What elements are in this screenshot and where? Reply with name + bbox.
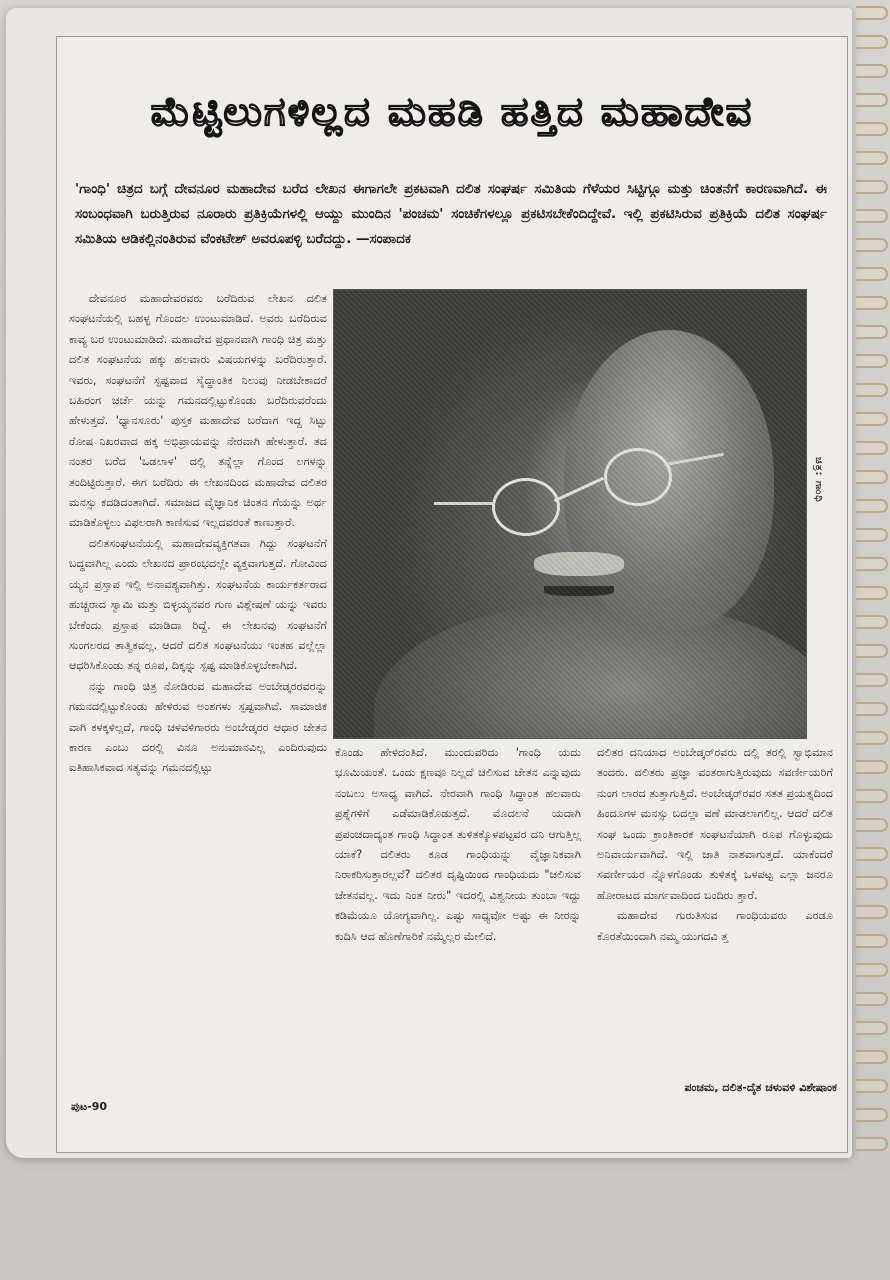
binding-ring (856, 760, 888, 774)
binding-ring (856, 6, 888, 20)
binding-ring (856, 354, 888, 368)
column-middle (335, 743, 581, 947)
page-number: ಪುಟ-90 (71, 1100, 108, 1113)
notebook-page (6, 8, 852, 1158)
binding-ring (856, 441, 888, 455)
binding-ring (856, 876, 888, 890)
binding-ring (856, 586, 888, 600)
binding-ring (856, 209, 888, 223)
binding-ring (856, 1137, 888, 1151)
column-middle-text: ಕೊಂಡು ಹೇಳಿದಂತಿದೆ. ಮುಂದುವರಿದು 'ಗಾಂಧಿ ಯದು ಭೂಮಿಯಂತೆ. ಒಂದು ಕ್ಷಣವೂ ನಿಲ್ಲದೆ ಚಲಿಸುವ ಚೇತನ ಎನ್ನುವುದು ನಂಬಲು ಅಸಾಧ್ಯ ವಾಗಿದೆ. ನೇರವಾಗಿ ಗಾಂಧಿ ಸಿದ್ಧಾಂತ ಹಲವಾರು ಪ್ರಶ್ನೆಗಳಿಗೆ ಎಡೆಮಾಡಿಕೊಡುತ್ತದೆ. ಮೊದಲನೆ ಯದಾಗಿ ಪ್ರಪಂಚದಾದ್ಯಂತ ಗಾಂಧಿ ಸಿದ್ಧಾಂತ ತುಳಿತಕ್ಕೊಳಪಟ್ಟವರ ದನಿ ಆಗುತ್ತಿಲ್ಲ ಯಾಕೆ? ದಲಿತರು ಕೂಡ ಗಾಂಧಿಯನ್ನು ವೈಜ್ಞಾನಿಕವಾಗಿ ನಿರಾಕರಿಸುತ್ತಾರಲ್ಲವೆ? ದಲಿತರ ದೃಷ್ಟಿಯಿಂದ ಗಾಂಧಿಯದು "ಚಲಿಸುವ ಚೇತನವಲ್ಲ. ಇದು ನಿಂತ ನೀರು" ಇದರಲ್ಲಿ ವಿಶ್ವನೀಯ ತುಂಬಾ ಇದ್ದು ಕಡಿಮೆಯೂ ಯೋಗ್ಯವಾಗಿಲ್ಲ. ಎಷ್ಟು ಸಾಧ್ಯವೋ ಅಷ್ಟು ಈ ನೀರನ್ನು ಕುದಿಸಿ ಆದ ಹೊಣೆಗಾರಿಕೆ ನಮ್ಮೆಲ್ಲರ ಮೇಲಿದೆ. (335, 746, 581, 943)
binding-ring (856, 412, 888, 426)
binding-ring (856, 818, 888, 832)
column-left-para-2: ದಲಿತಸಂಘಟನೆಯಲ್ಲಿ ಮಹಾದೇವವ್ಯಕ್ತಿಗತವಾ ಗಿದ್ದು ಸಂಘಟನೆಗೆ ಬದ್ಧವಾಗಿಲ್ಲ ಎಂದು ಲೇಖನದ ಪ್ರಾರಂಭದಲ್ಲೇ ವ್ಯಕ್ತವಾಗುತ್ತದೆ. ಗೋವಿಂದ ಯ್ಯನ ಪ್ರಸ್ತಾಪ ಇಲ್ಲಿ ಅನಾವಶ್ಯವಾಗಿತ್ತು. ಸಂಘಟನೆಯ ಕಾರ್ಯಕರ್ತರಾದ ಹುಚ್ಚರಾದ ಸ್ವಾಮಿ ಮತ್ತು ಬಿಳ್ಳಯ್ಯನವರ ಗುಣ ವಿಶ್ಲೇಷಣೆ ಯನ್ನು ಇವರು ಬೇಕೆಂದು ಪ್ರಸ್ತಾಪ ಮಾಡಿದಾ ರಿದ್ದೆ. ಈ ಲೇಖನವು ಸಂಘಟನೆಗೆ ಸುಂಗಲರದ ತಾತ್ವಿಕವಲ್ಲ. ಆದರೆ ದಲಿತ ಸಂಘಟನೆಯು ಇಂತಹ ವಲ್ಲೆಲ್ಲಾ ಆಧರಿಸಿಕೊಂಡು ತನ್ನ ರೂಪ, ದಿಕ್ಕನ್ನು ಸ್ಪಷ್ಟ ಮಾಡಿಕೊಳ್ಳಬೇಕಾಗಿದೆ. (69, 536, 327, 673)
binding-ring (856, 1079, 888, 1093)
binding-ring (856, 1108, 888, 1122)
spiral-binding (852, 0, 890, 1200)
binding-ring (856, 847, 888, 861)
article-intro (75, 177, 827, 252)
gandhi-portrait-photo (333, 289, 807, 739)
column-right (597, 743, 833, 947)
binding-ring (856, 470, 888, 484)
binding-ring (856, 151, 888, 165)
binding-ring (856, 934, 888, 948)
binding-ring (856, 325, 888, 339)
binding-ring (856, 731, 888, 745)
article-headline: ಮೆಟ್ಟಿಲುಗಳಿಲ್ಲದ ಮಹಡಿ ಹತ್ತಿದ ಮಹಾದೇವ (150, 89, 754, 135)
binding-ring (856, 557, 888, 571)
issue-footer: ಪಂಚಮ, ದಲಿತ-ದೈತ ಚಳುವಳಿ ವಿಶೇಷಾಂಕ (684, 1081, 837, 1094)
binding-ring (856, 35, 888, 49)
binding-ring (856, 673, 888, 687)
binding-ring (856, 615, 888, 629)
binding-ring (856, 992, 888, 1006)
column-right-para-2: ಮಹಾದೇವ ಗುರುತಿಸುವ ಗಾಂಧಿಯವರು ಎರಡೂ ಕೊರತೆಯಿಂದಾಗಿ ನಮ್ಮ ಯುಗದವಿ ತ್ತ (597, 909, 833, 943)
column-left (69, 289, 327, 779)
binding-ring (856, 180, 888, 194)
binding-ring (856, 93, 888, 107)
binding-ring (856, 702, 888, 716)
binding-ring (856, 267, 888, 281)
editor-signature: —ಸಂಪಾದಕ (356, 231, 411, 247)
binding-ring (856, 238, 888, 252)
column-right-para-1: ದಲಿತರ ದನಿಯಾದ ಅಂಬೇಡ್ಕರ್‌ರವರು ದಲ್ಲಿ ತರಲ್ಲಿ ಸ್ವಾಭಿಮಾನ ತಂದರು. ದಲಿತರು ಪ್ರಜ್ಞಾ ವಂತರಾಗುತ್ತಿರುವುದು ಸವರ್ಣೀಯರಿಗೆ ನುಂಗ ಲಾರದ ತುತ್ತಾಗುತ್ತಿದೆ. ಅಂಬೇಡ್ಕರ್‌ರವರ ಸತತ ಪ್ರಯತ್ನದಿಂದ ಹಿಂದೂಗಳ ಮನಸ್ಸು ಬದಲ್ಲಾ ವಣೆ ಮಾಡಲಾಗಲಿಲ್ಲ. ಆದರೆ ದಲಿತ ಸಂಘ ಒಂದು ಕ್ರಾಂತಿಕಾರಕ ಸಂಘಟನೆಯಾಗಿ ರೂಪ ಗೊಳ್ಳುವುದು ಅನಿವಾರ್ಯವಾಗಿದೆ. ಇಲ್ಲಿ ಜಾತಿ ನಾಶವಾಗುತ್ತದೆ. ಯಾಕೆಂದರೆ ಸವರ್ಣೀಯರ ನ್ನೊಳಗೊಂಡು ತುಳಿತಕ್ಕೆ ಒಳಪಟ್ಟ ಎಲ್ಲಾ ಜನರೂ ಹೋರಾಟದ ಮಾರ್ಗವಾದಿಂದ ಬಂದಿರು ತ್ತಾರೆ. (597, 746, 833, 902)
column-left-para-1: ದೇವನೂರ ಮಹಾದೇವರವರು ಬರೆದಿರುವ ಲೇಖನ ದಲಿತ ಸಂಘಟನೆಯಲ್ಲಿ ಬಹಳ್ಳ ಗೊಂದಲ ಉಂಟುಮಾಡಿದೆ. ಅವರು ಬರೆದಿರುವ ಕಾವ್ಯ ಬರ ಉಂಟುಮಾಡಿದೆ. ಮಹಾದೇವ ಪ್ರಧಾನವಾಗಿ ಗಾಂಧಿ ಚಿತ್ರ ಮತ್ತು ದಲಿತ ಸಂಘಟನೆಯ ಹಕ್ಕು ಹಲವಾರು ವಿಷಯಗಳನ್ನು ಬರೆದಿರುತ್ತಾರೆ. ಇವರು, ಸಂಘಟನೆಗೆ ಸ್ಪಷ್ಟವಾದ ಸೈದ್ಧಾಂತಿಕ ನಿಲುವು ನೀಡಬೇಕಾದರೆ ಬಹಿರಂಗ ಚರ್ಚೆ ಯನ್ನು ಗಮನದಲ್ಲಿಟ್ಟುಕೊಂಡು ಬರೆದಿರುವರೆಂದು ಹೇಳುತ್ತದೆ. 'ಧ್ಯಾನಸೂರು' ಪುಸ್ತಕ ಮಹಾದೇವ ಬರೆದಾಗ ಇದ್ದ ಸಿಟ್ಟು ರೋಷ ನಿಖರವಾದ ಹಕ್ಕ ಅಭಿಪ್ರಾಯವನ್ನು ನೇರವಾಗಿ ಹೇಳುತ್ತಾರೆ. ತದ ನಂತರ ಬರೆದ 'ಒಡಲಾಳ' ದಲ್ಲಿ ತನ್ನೆಲ್ಲಾ ಗೊಂದ ಲಗಳನ್ನು ತಂದಿಟ್ಟಿರುತ್ತಾರೆ. ಈಗ ಬರೆದಿರು ಈ ಲೇಖನದಿಂದ ಮಹಾದೇವ ದಲಿತರ ಮನಸ್ಸು ಕದಡಿದಂತಾಗಿದೆ. ಸಮಾಜದ ವೈಜ್ಞಾನಿಕ ಚಿಂತನ ಗೆಯನ್ನು ಅರ್ಥ ಮಾಡಿಕೊಳ್ಳಲು ವಿಫಲರಾಗಿ ಕಾಣಿಸುವ ಇಲ್ಲದವರಂತೆ ಕಾಣುತ್ತಾರೆ. (69, 292, 327, 530)
column-left-para-3: ನನ್ನು ಗಾಂಧಿ ಚಿತ್ರ ನೋಡಿರುವ ಮಹಾದೇವ ಅಂಬೇಡ್ಕರರವರನ್ನು ಗಮನದಲ್ಲಿಟ್ಟುಕೊಂಡು ಹೇಳಿರುವ ಅಂಶಗಳು ಸ್ಪಷ್ಟವಾಗಿವೆ. ಸಾಮಾಜಿಕ ವಾಗಿ ಕಳಕ್ಕಳಿಲ್ಲದೆ, ಗಾಂಧಿ ಚಳವಳಿಗಾರರು ಅಂಬೇಡ್ಕರರ ಆಧಾರ ಚೇತನ ಕಾರಣ ಎಂಬು ದರಲ್ಲಿ ವಿನೂ ಅನುಮಾನವಿಲ್ಲ ಎಂದಿರುವುದು ಐತಿಹಾಸಿಕವಾದ ಸತ್ಯವನ್ನು ಗಮನದಲ್ಲಿಟ್ಟು (69, 679, 327, 775)
binding-ring (856, 789, 888, 803)
binding-ring (856, 1050, 888, 1064)
binding-ring (856, 64, 888, 78)
binding-ring (856, 644, 888, 658)
binding-ring (856, 1021, 888, 1035)
photo-caption: ಚಿತ್ರ: ಗಾಂಧಿ (813, 457, 824, 503)
binding-ring (856, 905, 888, 919)
intro-text: 'ಗಾಂಧಿ' ಚಿತ್ರದ ಬಗ್ಗೆ ದೇವನೂರ ಮಹಾದೇವ ಬರೆದ ಲೇಖನ ಈಗಾಗಲೇ ಪ್ರಕಟವಾಗಿ ದಲಿತ ಸಂಘರ್ಷ ಸಮಿತಿಯ ಗೆಳೆಯರ ಸಿಟ್ಟಿಗ್ಗೂ ಮತ್ತು ಚಿಂತನೆಗೆ ಕಾರಣವಾಗಿದೆ. ಈ ಸಂಬಂಧವಾಗಿ ಬರುತ್ತಿರುವ ನೂರಾರು ಪ್ರತಿಕ್ರಿಯೆಗಳಲ್ಲಿ ಆಯ್ದು ಮುಂದಿನ 'ಪಂಚಮ' ಸಂಚಿಕೆಗಳಲ್ಲೂ ಪ್ರಕಟಿಸಬೇಕೆಂದಿದ್ದೇವೆ. ಇಲ್ಲಿ ಪ್ರಕಟಿಸಿರುವ ಪ್ರತಿಕ್ರಿಯೆ ದಲಿತ ಸಂಘರ್ಷ ಸಮಿತಿಯ ಆಡಿಕಲ್ಲಿನಂತಿರುವ ವೆಂಕಟೇಶ್ ಅವರೂಪಳ್ಳಿ ಬರೆದದ್ದು. (75, 181, 827, 247)
binding-ring (856, 528, 888, 542)
binding-ring (856, 296, 888, 310)
binding-ring (856, 499, 888, 513)
binding-ring (856, 122, 888, 136)
photocopied-article (56, 36, 848, 1153)
binding-ring (856, 963, 888, 977)
binding-ring (856, 383, 888, 397)
